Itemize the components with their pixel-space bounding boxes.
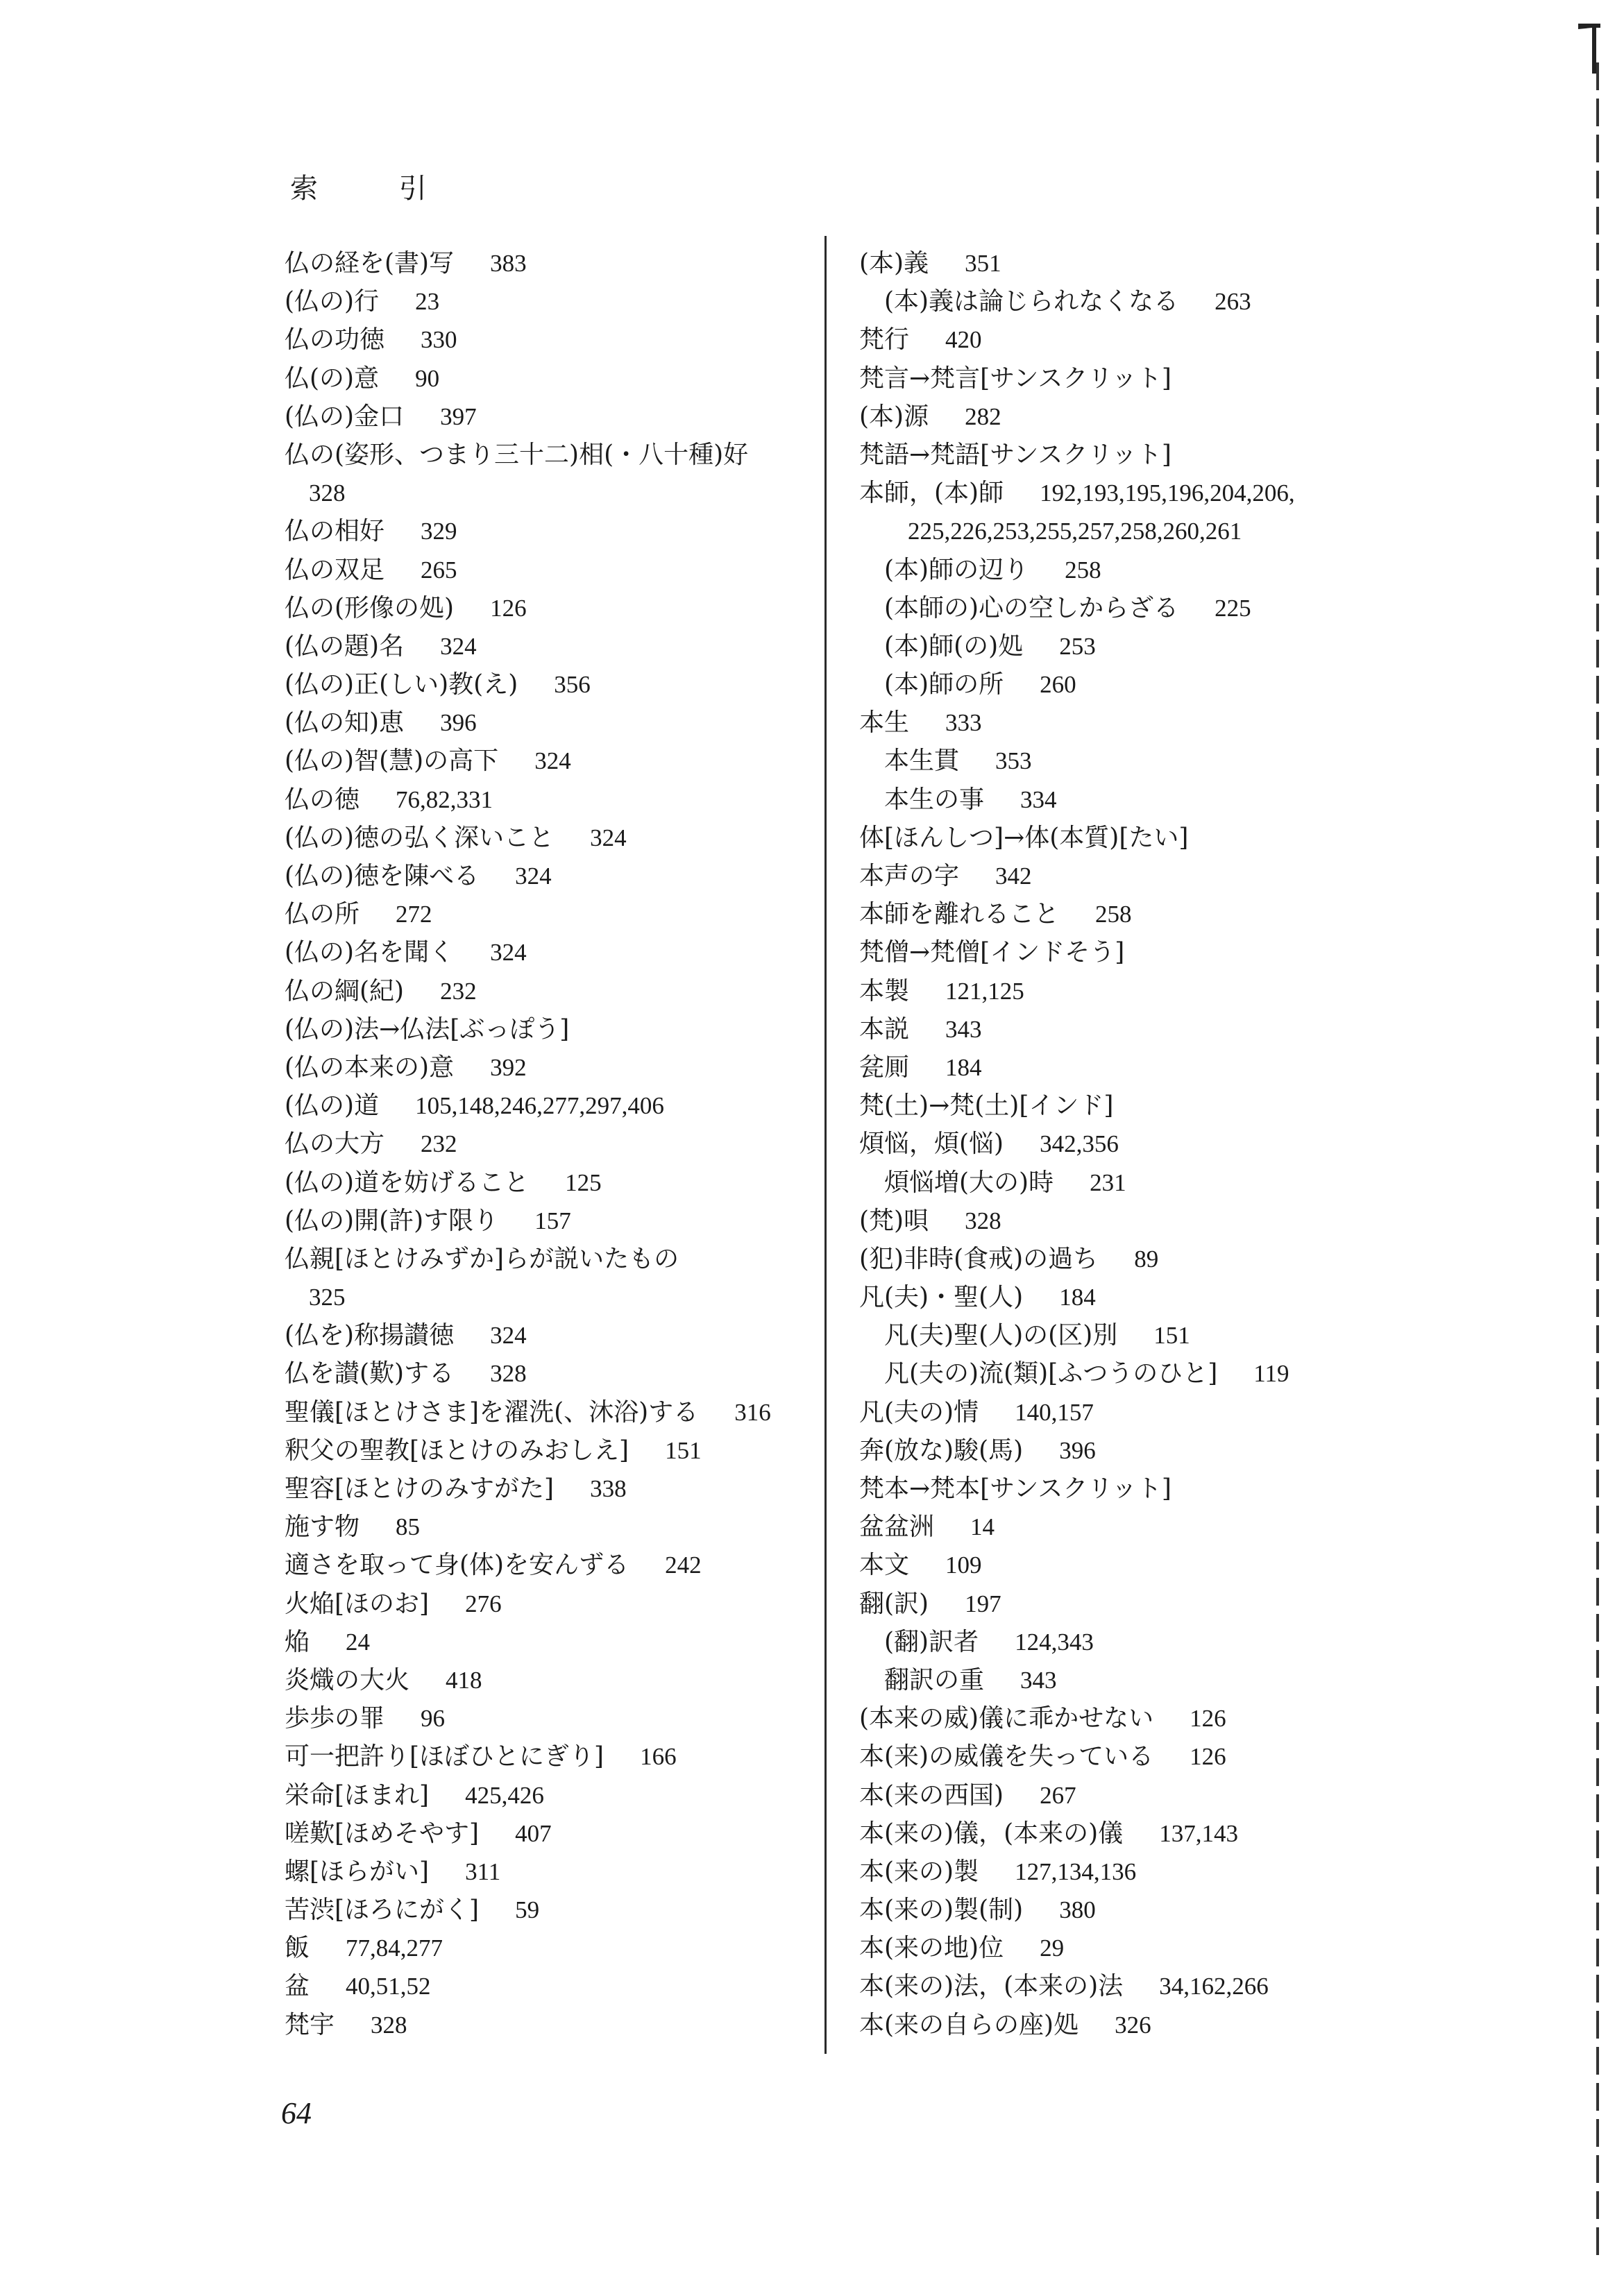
index-entry (859, 1393, 1470, 1431)
index-page-numbers: 342 (995, 862, 1032, 890)
index-term: 施す物 (285, 1513, 360, 1542)
index-term: 聖儀[ほとけさま]を濯洗(、沐浴)する (285, 1397, 699, 1427)
index-term: 仏の功徳 (285, 325, 385, 355)
index-entry (859, 1087, 1470, 1125)
index-page-numbers: 105,148,246,277,297,406 (415, 1092, 664, 1120)
index-page-numbers: 325 (309, 1284, 346, 1311)
index-page-numbers: 397 (440, 402, 477, 430)
index-term: (本)義 (859, 249, 929, 278)
index-term: (仏の)行 (285, 287, 380, 316)
index-page-numbers: 24 (346, 1628, 371, 1656)
index-entry (859, 1316, 1470, 1354)
index-entry (859, 1929, 1470, 1967)
index-term: 盆 (285, 1972, 310, 2001)
index-page-numbers: 225,226,253,255,257,258,260,261 (908, 518, 1242, 545)
index-term: 可一把許り[ほぼひとにぎり] (285, 1742, 604, 1771)
index-term: 螺[ほらがい] (285, 1857, 430, 1886)
index-entry (253, 742, 822, 780)
index-page-numbers: 29 (1040, 1934, 1065, 1962)
index-term: 本文 (859, 1551, 910, 1580)
index-term: 体[ほんしつ]→体(本質)[たい] (859, 823, 1189, 852)
index-term: (仏の)法→仏法[ぶっぽう] (285, 1014, 570, 1044)
index-term: 本(来の)製 (859, 1857, 979, 1886)
index-page-numbers: 396 (440, 709, 477, 737)
index-page-numbers: 34,162,266 (1159, 1973, 1269, 2000)
index-term: (仏の)正(しい)教(え) (285, 670, 518, 699)
index-term: 翻(訳) (859, 1589, 929, 1618)
scan-edge-line (1596, 62, 1599, 2255)
index-page-numbers: 184 (945, 1053, 982, 1081)
index-term: 梵僧→梵僧[インドそう] (859, 938, 1125, 967)
index-entry (859, 321, 1470, 359)
index-term: 焔 (285, 1627, 310, 1656)
index-term: 仏の(形像の処) (285, 593, 455, 622)
index-entry (859, 1699, 1470, 1737)
index-term: 盆盆洲 (859, 1513, 935, 1542)
index-term: 炎熾の大火 (285, 1665, 410, 1694)
index-page-numbers: 328 (371, 2011, 407, 2039)
index-entry (253, 244, 822, 282)
index-entry (253, 398, 822, 436)
index-page-numbers: 324 (534, 747, 571, 775)
index-term: 仏の徳 (285, 785, 360, 814)
index-page-numbers: 258 (1095, 901, 1132, 928)
index-page-numbers: 197 (965, 1590, 1001, 1617)
index-term: 仏の相好 (285, 517, 385, 546)
index-page-numbers: 338 (590, 1475, 627, 1502)
column-divider (824, 236, 827, 2054)
index-entry (859, 359, 1470, 398)
index-term: 本生貫 (884, 747, 960, 776)
index-entry (253, 895, 822, 933)
index-page-numbers: 392 (490, 1053, 527, 1081)
index-entry (859, 436, 1470, 474)
index-page-numbers: 324 (490, 939, 527, 967)
index-entry (253, 1546, 822, 1584)
index-page-numbers: 258 (1065, 556, 1101, 584)
index-page-numbers: 242 (665, 1551, 702, 1579)
index-entry (859, 1891, 1470, 1929)
index-entry (253, 1470, 822, 1508)
index-term: 仏の双足 (285, 555, 385, 584)
index-term: (仏の題)名 (285, 631, 405, 661)
index-entry (253, 1661, 822, 1699)
index-page-numbers: 77,84,277 (346, 1934, 443, 1962)
index-column-right (859, 244, 1470, 2044)
index-term: 釈父の聖教[ほとけのみおしえ] (285, 1436, 629, 1465)
index-page-numbers: 119 (1253, 1360, 1289, 1388)
index-page-numbers: 265 (421, 556, 457, 584)
index-page-numbers: 137,143 (1159, 1819, 1238, 1847)
index-page-numbers: 316 (734, 1398, 771, 1426)
index-term: (本)師(の)処 (884, 631, 1024, 661)
index-page-numbers: 231 (1090, 1168, 1126, 1196)
index-page-numbers: 151 (665, 1436, 702, 1464)
index-page-numbers: 124,343 (1015, 1628, 1094, 1656)
index-entry (253, 857, 822, 895)
index-entry (253, 1508, 822, 1546)
index-entry (253, 1929, 822, 1967)
index-entry (859, 1470, 1470, 1508)
index-entry (253, 1737, 822, 1776)
index-term: 本(来の西国) (859, 1780, 1004, 1810)
index-entry (253, 627, 822, 665)
index-entry (253, 282, 822, 321)
index-page-numbers: 351 (965, 250, 1001, 277)
index-entry (253, 359, 822, 398)
index-entry (253, 1431, 822, 1470)
index-page-numbers: 89 (1134, 1245, 1159, 1273)
index-term: 梵宇 (285, 2010, 335, 2039)
index-term: 梵本→梵本[サンスクリット] (859, 1474, 1172, 1503)
index-page-numbers: 232 (421, 1130, 457, 1158)
index-term: (仏の)道 (285, 1091, 380, 1121)
index-page-numbers: 324 (515, 862, 552, 890)
index-page-numbers: 407 (515, 1819, 552, 1847)
index-entry (859, 972, 1470, 1010)
index-entry (859, 1010, 1470, 1048)
index-entry (253, 1393, 822, 1431)
index-term: 翻訳の重 (884, 1665, 985, 1694)
index-term: (本師の)心の空しからざる (884, 593, 1179, 622)
index-entry (253, 1891, 822, 1929)
index-entry (859, 1508, 1470, 1546)
index-term: 嗟歎[ほめそやす] (285, 1819, 480, 1848)
index-entry (253, 1125, 822, 1163)
index-entry (253, 819, 822, 857)
index-page-numbers: 232 (440, 977, 477, 1005)
index-term: 本師を離れること (859, 900, 1060, 929)
index-page-numbers: 324 (440, 632, 477, 660)
index-page-numbers: 328 (965, 1207, 1001, 1234)
index-term: (本)師の所 (884, 670, 1004, 699)
index-term: 本師，(本)師 (859, 479, 1004, 508)
index-page-numbers: 425,426 (465, 1781, 544, 1809)
index-page-numbers: 343 (945, 1015, 982, 1043)
index-entry (253, 1202, 822, 1240)
index-entry (253, 1585, 822, 1623)
index-page-numbers: 263 (1215, 288, 1251, 316)
index-entry (859, 551, 1470, 589)
index-entry (253, 1699, 822, 1737)
index-page-numbers: 324 (490, 1322, 527, 1350)
index-term: (本来の威)儀に乖かせない (859, 1704, 1154, 1733)
index-page-numbers: 420 (945, 326, 982, 354)
index-page-numbers: 418 (446, 1666, 482, 1694)
index-term: 本(来の)製(制) (859, 1896, 1024, 1925)
index-entry (859, 1431, 1470, 1470)
index-entry (859, 1585, 1470, 1623)
index-entry (859, 1623, 1470, 1661)
index-entry (859, 2006, 1470, 2044)
index-entry (253, 1623, 822, 1661)
index-term: 本(来)の威儀を失っている (859, 1742, 1154, 1771)
index-term: 梵言→梵言[サンスクリット] (859, 364, 1172, 393)
index-term: 梵語→梵語[サンスクリット] (859, 440, 1172, 469)
index-page-numbers: 225 (1215, 594, 1251, 622)
index-page-numbers: 328 (309, 479, 346, 507)
index-entry (253, 1853, 822, 1891)
index-entry (859, 781, 1470, 819)
index-page-numbers: 343 (1020, 1666, 1057, 1694)
index-entry (253, 1087, 822, 1125)
index-term: 本説 (859, 1014, 910, 1044)
index-term: 仏親[ほとけみずか]らが説いたもの (285, 1244, 679, 1273)
index-page-numbers: 14 (970, 1513, 995, 1541)
index-term: (本)義は論じられなくなる (884, 287, 1179, 316)
index-column-left (253, 244, 822, 2044)
index-term: 瓫厠 (859, 1053, 910, 1082)
index-term: 凡(夫)・聖(人) (859, 1283, 1024, 1312)
index-page-numbers: 356 (554, 671, 591, 699)
index-entry (859, 398, 1470, 436)
index-term: (犯)非時(食戒)の過ち (859, 1244, 1099, 1273)
index-term: (仏の)名を聞く (285, 938, 455, 967)
index-term: (本)師の辺り (884, 555, 1029, 584)
index-page-numbers: 151 (1153, 1322, 1190, 1350)
index-term: 本製 (859, 976, 910, 1005)
index-entry (859, 1164, 1470, 1202)
index-page-numbers: 272 (396, 901, 432, 928)
page-header: 索 引 (290, 173, 463, 205)
index-entry (859, 1776, 1470, 1814)
index-term: 本(来の自らの座)処 (859, 2010, 1079, 2039)
index-entry (859, 1661, 1470, 1699)
index-entry (859, 742, 1470, 780)
index-term: 仏の(姿形、つまり三十二)相(・八十種)好 (285, 440, 749, 469)
index-term: (仏の)開(許)す限り (285, 1206, 499, 1235)
index-entry (253, 704, 822, 742)
index-term: (仏の)金口 (285, 402, 405, 431)
index-page-numbers: 121,125 (945, 977, 1024, 1005)
index-entry (253, 436, 822, 474)
scan-corner-mark (1575, 21, 1603, 76)
index-entry (253, 1354, 822, 1393)
index-entry (859, 1048, 1470, 1087)
index-term: (梵)唄 (859, 1206, 929, 1235)
index-entry (253, 972, 822, 1010)
index-entry (253, 1278, 822, 1316)
index-entry (253, 1240, 822, 1278)
index-page-numbers: 140,157 (1015, 1398, 1094, 1426)
index-page-numbers: 333 (945, 709, 982, 737)
index-entry (253, 781, 822, 819)
index-entry (859, 1814, 1470, 1853)
index-page-numbers: 267 (1040, 1781, 1076, 1809)
index-term: 凡(夫の)流(類)[ふつうのひと] (884, 1359, 1218, 1388)
index-page-numbers: 126 (490, 594, 527, 622)
index-page-numbers: 59 (515, 1896, 540, 1924)
index-page-numbers: 192,193,195,196,204,206, (1040, 479, 1295, 507)
index-entry (859, 512, 1470, 550)
index-entry (253, 589, 822, 627)
index-term: (仏の知)恵 (285, 708, 405, 738)
index-page-numbers: 109 (945, 1551, 982, 1579)
index-term: 梵行 (859, 325, 910, 355)
index-entry (859, 665, 1470, 704)
index-term: 本声の字 (859, 862, 960, 890)
index-page-numbers: 342,356 (1040, 1130, 1119, 1158)
index-page-numbers: 311 (465, 1857, 501, 1885)
index-term: 仏の大方 (285, 1130, 385, 1159)
index-page-numbers: 76,82,331 (396, 785, 493, 813)
index-term: (本)源 (859, 402, 929, 431)
index-page-numbers: 166 (640, 1743, 677, 1771)
index-page-numbers: 328 (490, 1360, 527, 1388)
index-page-numbers: 396 (1059, 1436, 1096, 1464)
index-term: 梵(土)→梵(土)[インド] (859, 1091, 1114, 1121)
index-entry (253, 551, 822, 589)
index-entry (253, 1776, 822, 1814)
index-term: (仏の)徳の弘く深いこと (285, 823, 555, 852)
index-entry (253, 665, 822, 704)
index-entry (859, 589, 1470, 627)
index-page-numbers: 330 (421, 326, 457, 354)
index-page-numbers: 157 (534, 1207, 571, 1234)
index-page-numbers: 383 (490, 250, 527, 277)
page-number: 64 (281, 2096, 312, 2130)
index-entry (859, 895, 1470, 933)
index-entry (859, 1853, 1470, 1891)
index-term: (仏を)称揚讃徳 (285, 1321, 455, 1350)
index-page-numbers: 126 (1190, 1705, 1226, 1733)
index-term: 本生 (859, 708, 910, 738)
index-page-numbers: 329 (421, 518, 457, 545)
index-page-numbers: 40,51,52 (346, 1973, 431, 2000)
index-entry (859, 1240, 1470, 1278)
index-term: 本(来の地)位 (859, 1934, 1004, 1963)
index-term: 煩悩増(大の)時 (884, 1168, 1054, 1197)
index-entry (859, 244, 1470, 282)
index-term: 仏(の)意 (285, 364, 380, 393)
index-entry (859, 1737, 1470, 1776)
index-page-numbers: 23 (415, 288, 440, 316)
index-entry (253, 1164, 822, 1202)
index-entry (253, 1010, 822, 1048)
index-page-numbers: 353 (995, 747, 1032, 775)
index-term: (仏の本来の)意 (285, 1053, 455, 1082)
index-page-numbers: 125 (565, 1168, 602, 1196)
index-entry (859, 1125, 1470, 1163)
index-page-numbers: 326 (1115, 2011, 1151, 2039)
index-entry (253, 933, 822, 971)
index-page-numbers: 126 (1190, 1743, 1226, 1771)
index-term: 仏を讃(歎)する (285, 1359, 455, 1388)
index-entry (253, 1048, 822, 1087)
index-entry (859, 1967, 1470, 2005)
index-page-numbers: 85 (396, 1513, 421, 1541)
index-entry (253, 1316, 822, 1354)
index-entry (859, 282, 1470, 321)
index-entry (253, 474, 822, 512)
index-term: 凡(夫)聖(人)の(区)別 (884, 1321, 1118, 1350)
index-term: 火焔[ほのお] (285, 1589, 430, 1618)
index-term: 仏の経を(書)写 (285, 249, 455, 278)
index-term: 本(来の)儀，(本来の)儀 (859, 1819, 1124, 1848)
index-page-numbers: 253 (1059, 632, 1096, 660)
index-entry (859, 474, 1470, 512)
index-entry (859, 857, 1470, 895)
index-term: 奔(放な)駿(馬) (859, 1436, 1024, 1465)
index-entry (253, 2006, 822, 2044)
index-page-numbers: 334 (1020, 785, 1057, 813)
index-page-numbers: 127,134,136 (1015, 1857, 1137, 1885)
index-term: 栄命[ほまれ] (285, 1780, 430, 1810)
index-term: 仏の綱(紀) (285, 976, 405, 1005)
index-entry (859, 1278, 1470, 1316)
index-term: 仏の所 (285, 900, 360, 929)
index-term: (翻)訳者 (884, 1627, 979, 1656)
index-entry (859, 1546, 1470, 1584)
index-page-numbers: 276 (465, 1590, 502, 1617)
index-page-numbers: 90 (415, 364, 440, 392)
index-term: 本生の事 (884, 785, 985, 814)
index-term: 適さを取って身(体)を安んずる (285, 1551, 629, 1580)
index-page-numbers: 380 (1059, 1896, 1096, 1924)
index-term: 苦渋[ほろにがく] (285, 1896, 480, 1925)
index-entry (253, 512, 822, 550)
index-entry (253, 1814, 822, 1853)
index-entry (253, 1967, 822, 2005)
index-entry (859, 933, 1470, 971)
index-term: 本(来の)法，(本来の)法 (859, 1972, 1124, 2001)
index-term: 煩悩，煩(悩) (859, 1130, 1004, 1159)
index-term: (仏の)道を妨げること (285, 1168, 530, 1197)
index-term: 歩歩の罪 (285, 1704, 385, 1733)
index-page-numbers: 96 (421, 1705, 446, 1733)
index-page-numbers: 260 (1040, 671, 1076, 699)
index-page-numbers: 184 (1059, 1284, 1096, 1311)
index-entry (253, 321, 822, 359)
index-page-numbers: 324 (590, 824, 627, 851)
index-page-numbers: 282 (965, 402, 1001, 430)
index-entry (859, 819, 1470, 857)
index-term: 凡(夫の)情 (859, 1397, 979, 1427)
index-term: (仏の)徳を陳べる (285, 862, 480, 890)
index-term: 飯 (285, 1934, 310, 1963)
index-entry (859, 1202, 1470, 1240)
index-entry (859, 1354, 1470, 1393)
index-term: (仏の)智(慧)の高下 (285, 747, 499, 776)
index-entry (859, 627, 1470, 665)
index-entry (859, 704, 1470, 742)
index-term: 聖容[ほとけのみすがた] (285, 1474, 555, 1503)
